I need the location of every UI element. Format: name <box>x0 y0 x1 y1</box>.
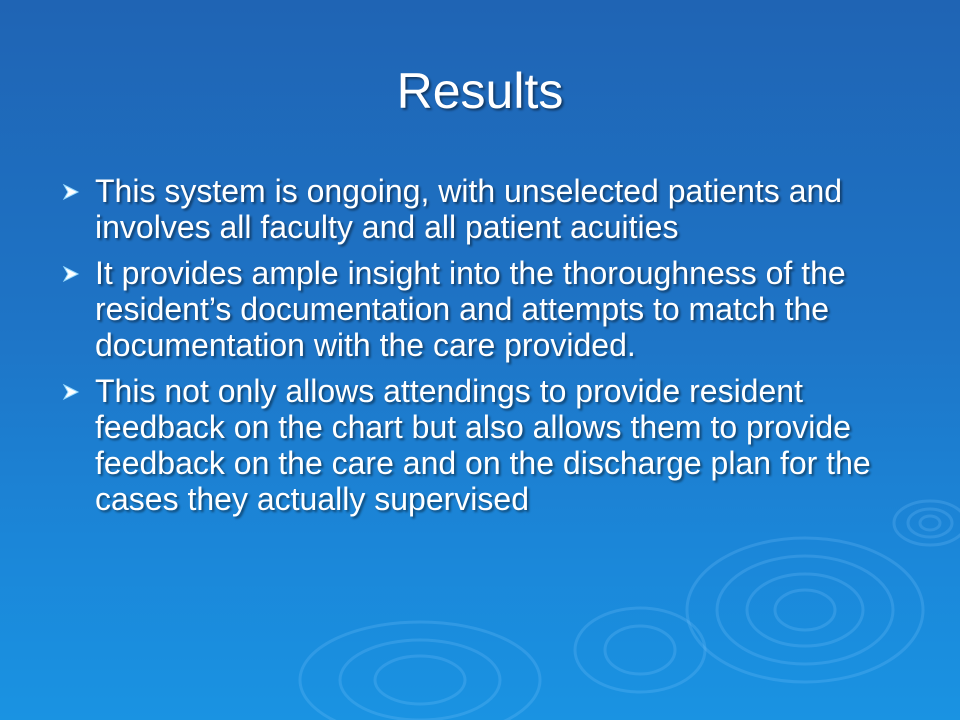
bullet-item <box>58 255 918 363</box>
bullet-item <box>58 373 918 517</box>
arrow-bullet-icon <box>62 383 80 401</box>
bullet-text: It provides ample insight into the thoroughness of the resident’s documentation and attempts to match the documentation with the care provided. <box>95 255 846 363</box>
arrow-bullet-icon <box>62 183 80 201</box>
slide-title: Results <box>396 63 564 119</box>
bullet-item <box>58 173 918 245</box>
bullet-text: This not only allows attendings to provide resident feedback on the chart but also allows them to provide feedback on the care and on the discharge plan for the cases they actually supervised <box>95 373 871 517</box>
bullet-list <box>58 173 918 527</box>
arrow-bullet-icon <box>62 265 80 283</box>
bullet-text: This system is ongoing, with unselected patients and involves all faculty and all patient acuities <box>95 173 843 245</box>
